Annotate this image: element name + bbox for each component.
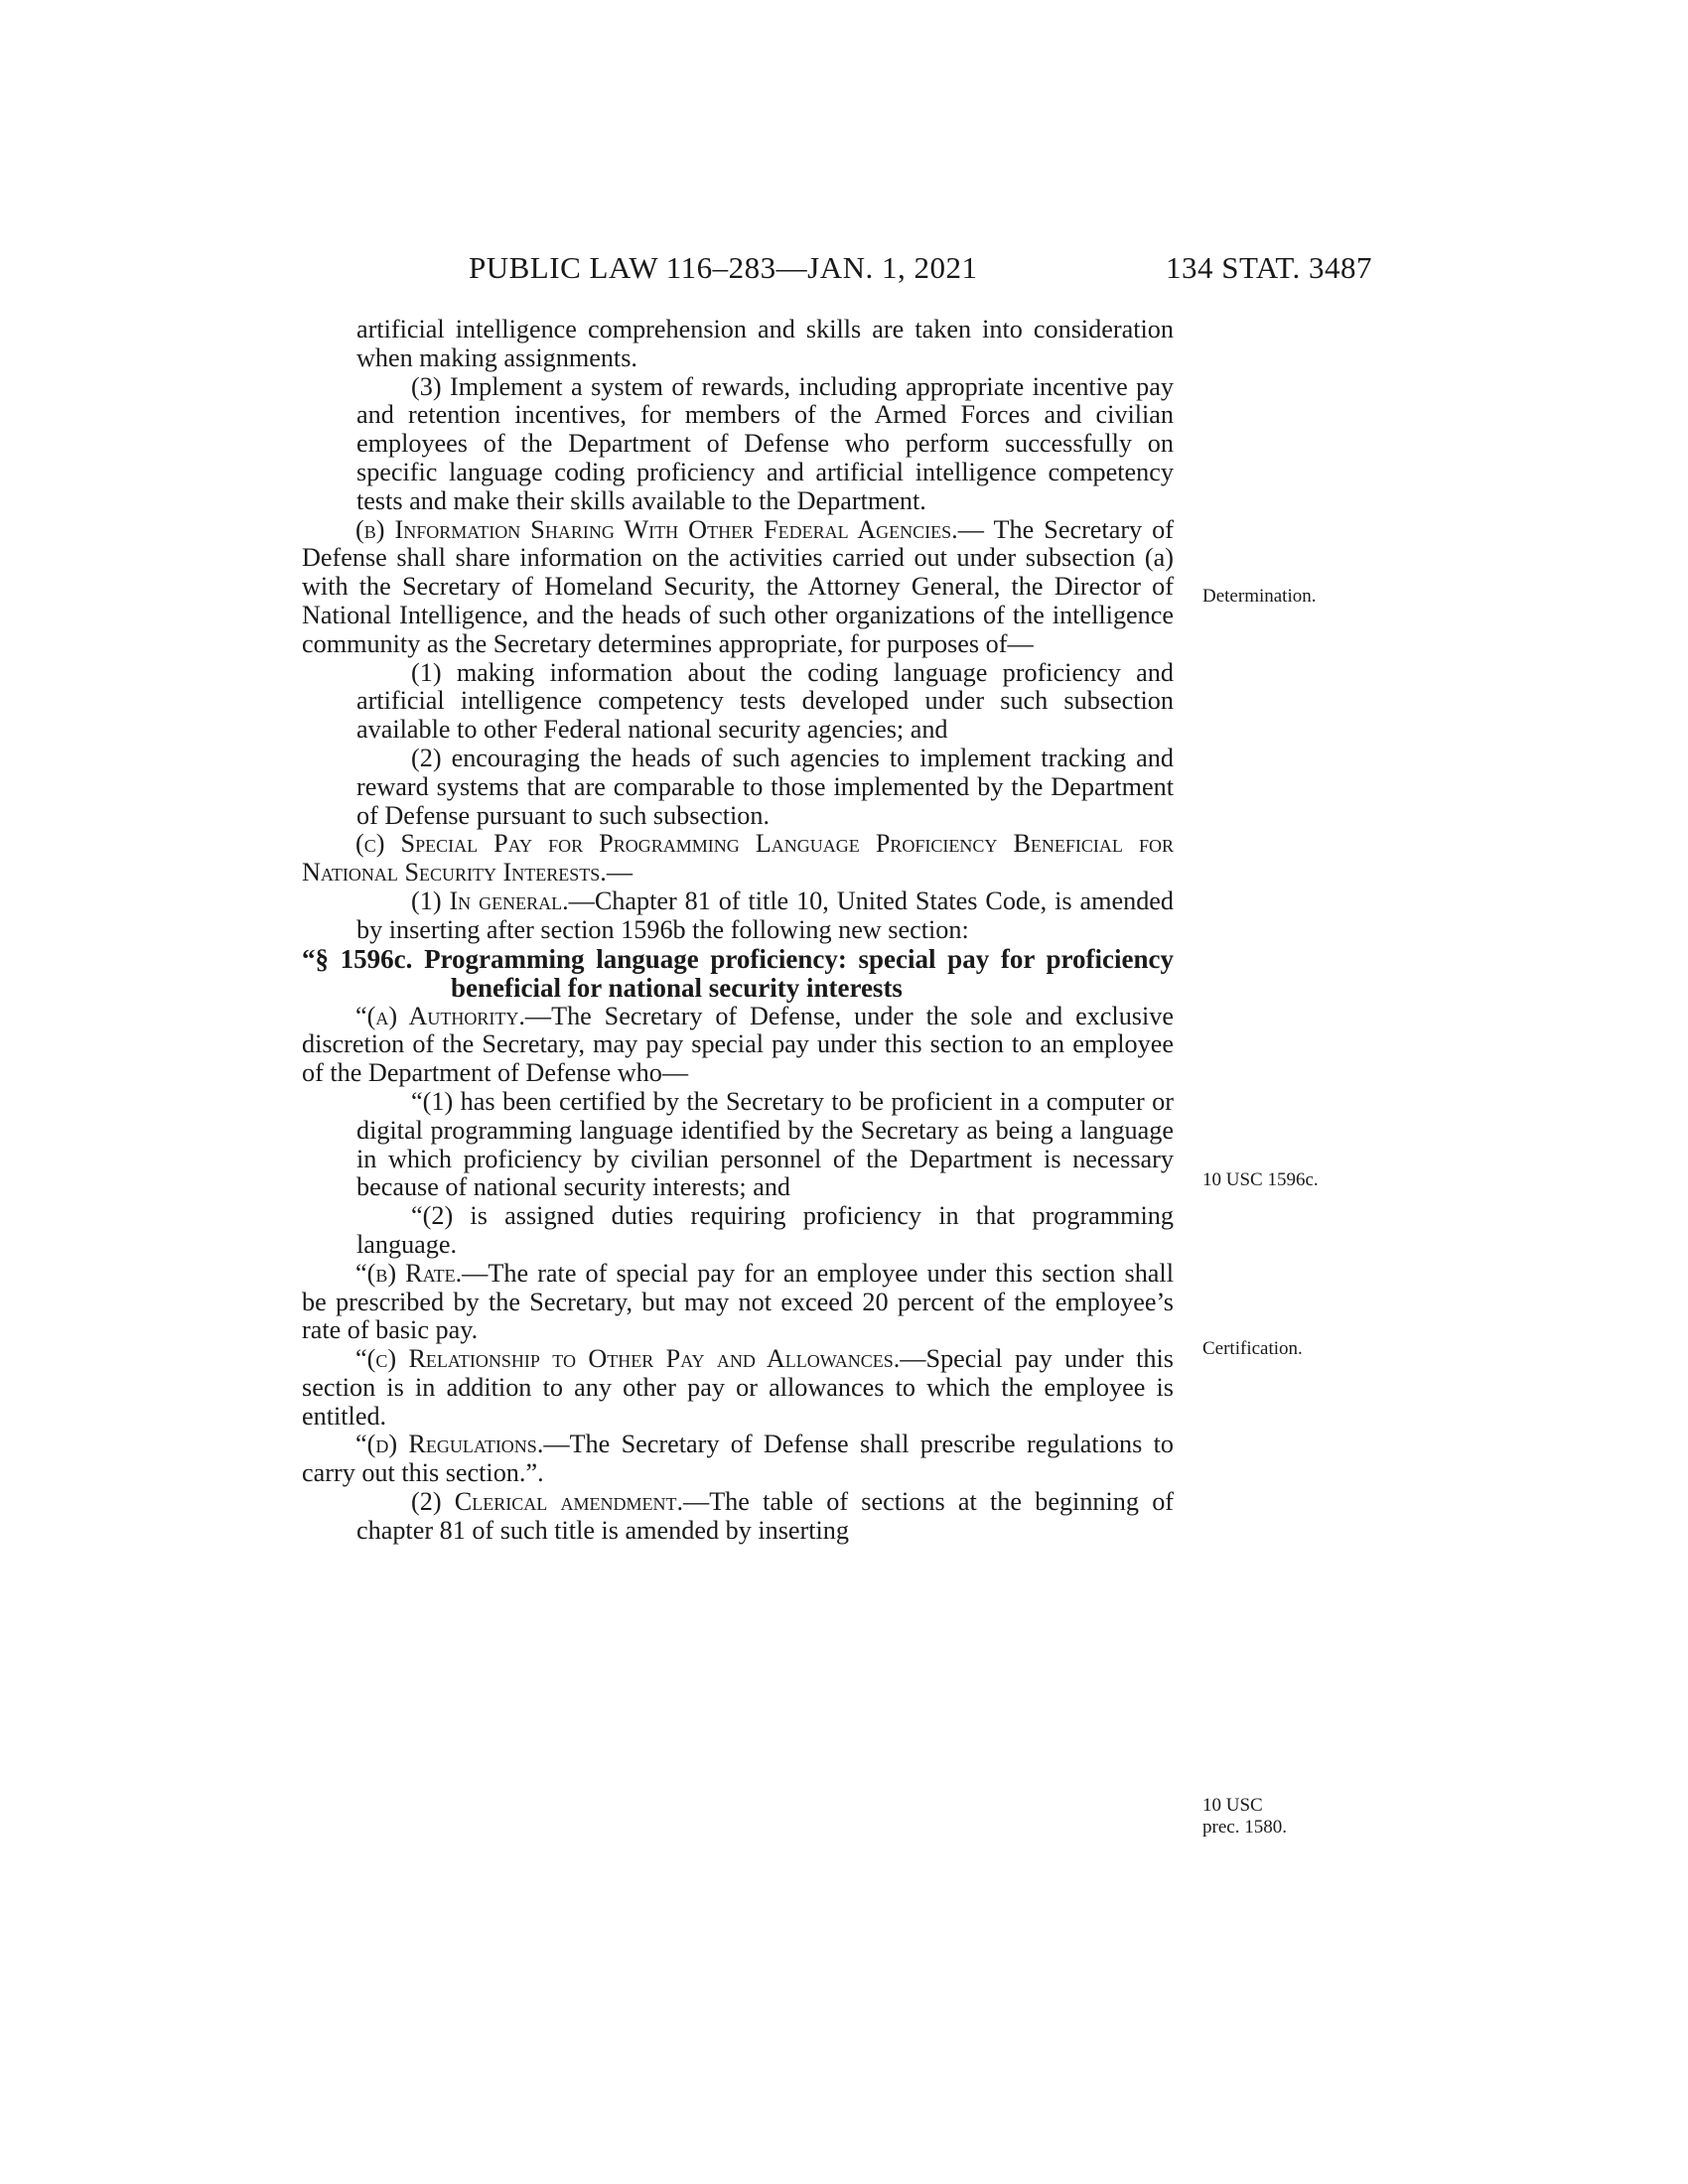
subsection-b-text: The Secretary of Defense shall share information on the activities carried out under subsection (a) with the Secretary of Homeland Security, the Attorney General, the Director of National Intelligence, and the heads of such other organizations of the intelligence community as the Secretary determines appropriate, for purposes of— — [302, 514, 1174, 658]
subsection-c-heading: (c) Special Pay for Programming Language Proficiency Beneficial for National Security Interests.— — [302, 829, 1174, 887]
c1-text: Chapter 81 of title 10, United States Code, is amended by inserting after section 1596b the following new section: — [356, 886, 1175, 944]
paragraph-c2 — [302, 1488, 1174, 1546]
paragraph-b1: (1) making information about the coding language proficiency and artificial intelligence competency tests developed under such subsection available to other Federal national security agencies; and — [356, 657, 1174, 745]
new-c-text: Special pay under this section is in addition to any other pay or allowances to which the employee is entitled. — [302, 1344, 1174, 1431]
paragraph-a3: (3) Implement a system of rewards, including appropriate incentive pay and retention incentives, for members of the Armed Forces and civilian employees of the Department of Defense who perform successfully on specific language coding proficiency and artificial intelligence competency tests and make their skills available to the Department. — [356, 371, 1174, 515]
paragraph-new-d — [302, 1431, 1174, 1488]
paragraph-new-a2: “(2) is assigned duties requiring proficiency in that programming language. — [356, 1201, 1174, 1259]
paragraph-c1 — [302, 887, 1174, 945]
document-body — [302, 316, 1174, 1546]
c1-heading: (1) In general.— — [411, 886, 595, 915]
page-header — [469, 250, 1372, 290]
new-b-heading: “(b) Rate.— — [355, 1258, 489, 1288]
margin-note-usc-prec-line1: 10 USC — [1202, 1795, 1263, 1816]
c2-heading: (2) Clerical amendment.— — [411, 1487, 710, 1517]
public-law-title: PUBLIC LAW 116–283—JAN. 1, 2021 — [469, 250, 978, 285]
paragraph-new-b — [302, 1260, 1174, 1345]
subsection-b-heading: (b) Information Sharing With Other Federal Agencies.— — [355, 514, 984, 544]
margin-note-usc-prec — [1202, 1795, 1287, 1839]
section-1596c-heading: “§ 1596c. Programming language proficiency: special pay for proficiency beneficial for national security interests — [302, 943, 1174, 1003]
statute-page-number: 134 STAT. 3487 — [1165, 250, 1372, 285]
margin-note-usc-prec-line2: prec. 1580. — [1202, 1817, 1287, 1838]
paragraph-continuation: artificial intelligence comprehension and skills are taken into consideration when making assignments. — [356, 315, 1174, 372]
paragraph-b — [302, 516, 1174, 659]
new-a-text: The Secretary of Defense, under the sole and exclusive discretion of the Secretary, may pay special pay under this section to an employee of the Department of Defense who— — [302, 1001, 1174, 1088]
paragraph-new-c — [302, 1345, 1174, 1431]
new-d-text: The Secretary of Defense shall prescribe regulations to carry out this section.”. — [302, 1430, 1174, 1488]
new-a-heading: “(a) Authority.— — [355, 1001, 552, 1030]
margin-note-certification: Certification. — [1202, 1338, 1303, 1359]
new-d-heading: “(d) Regulations.— — [355, 1430, 570, 1459]
new-b-text: The rate of special pay for an employee under this section shall be prescribed by the Secretary, but may not exceed 20 percent of the employee’s rate of basic pay. — [302, 1258, 1174, 1345]
c2-text: The table of sections at the beginning of chapter 81 of such title is amended by inserting — [356, 1487, 1175, 1545]
paragraph-b2: (2) encouraging the heads of such agencies to implement tracking and reward systems that are comparable to those implemented by the Department of Defense pursuant to such subsection. — [356, 743, 1174, 830]
new-c-heading: “(c) Relationship to Other Pay and Allowances.— — [355, 1344, 926, 1374]
paragraph-new-a — [302, 1003, 1174, 1088]
margin-note-usc-1596c: 10 USC 1596c. — [1202, 1169, 1319, 1190]
paragraph-new-a1: “(1) has been certified by the Secretary to be proficient in a computer or digital programming language identified by the Secretary as being a language in which proficiency by civilian personnel of the Department is necessary because of national security interests; and — [356, 1086, 1174, 1202]
margin-note-determination: Determination. — [1202, 586, 1317, 607]
